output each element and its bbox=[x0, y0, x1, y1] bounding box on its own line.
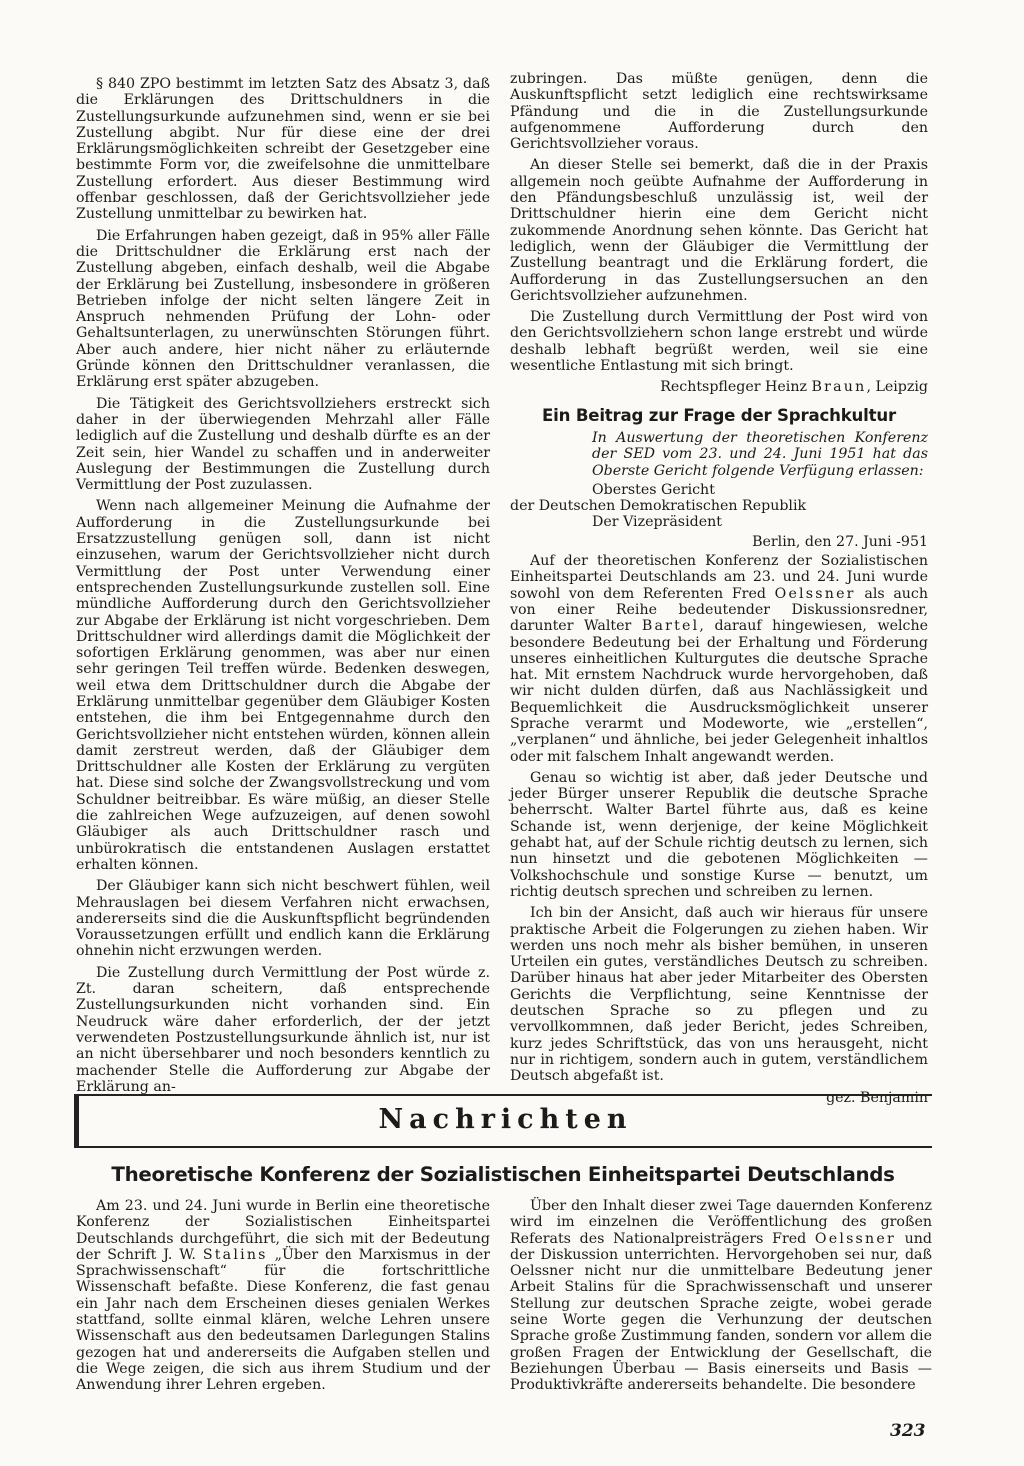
news-headline: Theoretische Konferenz der Sozialistischen Einheitspartei Deutschlands bbox=[111, 1163, 895, 1186]
address-line: der Deutschen Demokratischen Republik bbox=[510, 498, 807, 515]
section-banner bbox=[74, 1094, 932, 1148]
person-name: Oelssner bbox=[774, 585, 856, 602]
paragraph: Die Tätigkeit des Gerichtsvollziehers erstreckt sich daher in der überwiegenden Mehrzahl aller Fälle lediglich auf die Zustellung und deshalb dürfte es an der Zeit sein, hier Wandel zu schaffen und in anderweiter Auslegung der Bestimmungen die Zustellung durch Vermittlung der Post zuzulassen. bbox=[76, 395, 490, 494]
article-intro: In Auswertung der theoretischen Konferenz der SED vom 23. und 24. Juni 1951 hat das Oberste Gericht folgende Verfügung erlassen: bbox=[592, 429, 928, 479]
paragraph: zubringen. Das müßte genügen, denn die Auskunftspflicht setzt lediglich eine rechtswirksame Pfändung und die in die Zustellungsurkunde aufgenommene Aufforderung durch den Gerichtsvollzieher voraus. bbox=[510, 71, 928, 153]
news-right-column bbox=[510, 1198, 932, 1394]
paragraph: Wenn nach allgemeiner Meinung die Aufnahme der Aufforderung in die Zustellungsurkunde bei Ersatzzustellung genügen soll, dann ist nicht einzusehen, warum der Gerichtsvollzieher nicht durch Vermittlung der Post unter Verwendung einer entsprechenden Zustellungsurkunde zustellen soll. Eine mündliche Aufforderung durch den Gerichtsvollzieher zur Abgabe der Erklärung ist nicht vorgeschrieben. Dem Drittschuldner wird allerdings damit die Möglichkeit der sofortigen Erklärung genommen, was aber nur einen sehr geringen Teil treffen würde. Bedenken deswegen, weil etwa dem Drittschuldner durch die Abgabe der Erklärung unmittelbar gegenüber dem Gläubiger Kosten entstehen, die ihm bei Entgegennahme durch den Gerichtsvollzieher nicht entstehen würden, können allein damit zerstreut werden, daß der Gläubiger dem Drittschuldner alle Kosten der Erklärung zu vergüten hat. Diese sind solche der Zwangsvollstreckung und vom Schuldner beitreibbar. Es wäre müßig, an dieser Stelle die zahlreichen Wege aufzuzeigen, auf denen sowohl Gläubiger als auch Drittschuldner rasch und unbürokratisch die entstandenen Auslagen erstattet erhalten können. bbox=[76, 498, 490, 873]
banner-title: Nachrichten bbox=[378, 1104, 633, 1135]
paragraph: Über den Inhalt dieser zwei Tage dauernden Konferenz wird im einzelnen die Veröffentlichung des großen Referats des Nationalpreisträgers Fred Oelssner und der Diskussion unterrichten. Hervorgehoben sei nur, daß Oelssner nicht nur die unmittelbare Bedeutung jener Arbeit Stalins für die Sprachwissenschaft und unserer Stellung zur deutschen Sprache zeigte, wobei gerade seine Worte gegen die Verhunzung der deutschen Sprache große Zustimmung fanden, sondern vor allem die großen Fragen der Entwicklung der Gesellschaft, die Beziehungen Überbau — Basis einerseits und Basis — Produktivkräfte andererseits behandelte. Die besondere bbox=[510, 1198, 932, 1394]
person-name: Bartel bbox=[641, 618, 700, 635]
paragraph: Der Gläubiger kann sich nicht beschwert fühlen, weil Mehrauslagen bei diesem Verfahren nicht erwachsen, andererseits sind die die Auskunftspflicht begründenden Voraussetzungen erfüllt und endlich kann die Erklärung ohnehin nicht erzwungen werden. bbox=[76, 878, 490, 960]
paragraph: Genau so wichtig ist aber, daß jeder Deutsche und jeder Bürger unserer Republik die deutsche Sprache beherrscht. Walter Bartel führte aus, daß es keine Schande ist, wenn derjenige, der keine Möglichkeit gehabt hat, auf der Schule richtig deutsch zu lernen, sich nun hinsetzt und die gebotenen Möglichkeiten — Volkshochschule und sonstige Kurse — benutzt, um richtig deutsch sprechen und schreiben zu lernen. bbox=[510, 769, 928, 900]
right-column bbox=[510, 71, 928, 1111]
news-left-column bbox=[76, 1198, 490, 1394]
person-name: Stalins bbox=[202, 1246, 268, 1263]
article-headline: Ein Beitrag zur Frage der Sprachkultur bbox=[542, 405, 896, 425]
paragraph: Ich bin der Ansicht, daß auch wir hieraus für unsere praktische Arbeit die Folgerungen zu ziehen haben. Wir werden uns noch mehr als bisher bemühen, in unseren Urteilen ein gutes, verständliches Deutsch zu schreiben. Darüber hinaus hat aber jeder Mitarbeiter des Obersten Gerichts die Verpflichtung, seine Kenntnisse der deutschen Sprache so zu pflegen und zu vervollkommnen, daß jeder Bericht, jedes Schreiben, kurz jedes Schriftstück, das von uns herausgeht, nicht nur in richtigem, sondern auch in gutem, verständlichem Deutsch abgefaßt ist. bbox=[510, 905, 928, 1085]
paragraph: § 840 ZPO bestimmt im letzten Satz des Absatz 3, daß die Erklärungen des Drittschuldners in die Zustellungsurkunde aufzunehmen sind, wenn er sie bei Zustellung abgibt. Nur für diese eine der drei Erklärungsmöglichkeiten schreibt der Gesetzgeber eine bestimmte Form vor, die zweifelsohne die unmittelbare Zustellung erfordert. Aus dieser Bestimmung wird offenbar geschlossen, daß der Gerichtsvollzieher jede Zustellung unmittelbar zu bewirken hat. bbox=[76, 76, 490, 223]
address-line: Oberstes Gericht bbox=[592, 481, 715, 498]
paragraph: Am 23. und 24. Juni wurde in Berlin eine theoretische Konferenz der Sozialistischen Einheitspartei Deutschlands durchgeführt, die sich mit der Bedeutung der Schrift J. W. Stalins „Über den Marxismus in der Sprachwissenschaft“ für die fortschrittliche Wissenschaft befaßte. Diese Konferenz, die fast genau ein Jahr nach dem Erscheinen dieses genialen Werkes stattfand, sollte einmal klären, welche Lehren unsere Wissenschaft aus den bedeutsamen Darlegungen Stalins gezogen hat und andererseits die Aufgaben stellen und die Wege zeigen, die sich aus ihrem Studium und der Anwendung ihrer Lehren ergeben. bbox=[76, 1198, 490, 1394]
left-column bbox=[76, 76, 490, 1100]
paragraph: Die Zustellung durch Vermittlung der Post würde z. Zt. daran scheitern, daß entsprechende Zustellungsurkunden nicht vorhanden sind. Ein Neudruck wäre daher erforderlich, der der jetzt verwendeten Postzustellungsurkunde ähnlich ist, nur ist an nicht übersehbarer und noch besonders kenntlich zu machender Stelle die Aufforderung zur Abgabe der Erklärung an- bbox=[76, 964, 490, 1095]
author-signature: Rechtspfleger Heinz Braun, Leipzig bbox=[660, 379, 928, 396]
paragraph: An dieser Stelle sei bemerkt, daß die in der Praxis allgemein noch geübte Aufnahme der Aufforderung in den Pfändungsbeschluß unzulässig ist, weil der Drittschuldner hierin eine dem Gericht nicht zukommende Anordnung sehen könnte. Das Gericht hat lediglich, wenn der Gläubiger die Vermittlung der Zustellung beantragt und die Erklärung fordert, die Aufforderung in das Zustellungsersuchen an den Gerichtsvollzieher aufzunehmen. bbox=[510, 157, 928, 304]
author-name: Braun bbox=[811, 379, 867, 396]
person-name: Oelssner bbox=[814, 1230, 896, 1247]
paragraph: Die Erfahrungen haben gezeigt, daß in 95% aller Fälle die Drittschuldner die Erklärung erst nach der Zustellung abgeben, einfach deshalb, weil die Abgabe der Erklärung bei Zustellung, insbesondere in größeren Betrieben infolge der nicht selten längere Zeit in Anspruch nehmenden Prüfung der Lohn- oder Gehaltsunterlagen, zu unerwünschten Störungen führt. Aber auch andere, hier nicht näher zu erläuternde Gründe können den Drittschuldner veranlassen, die Erklärung erst später abzugeben. bbox=[76, 227, 490, 391]
dateline: Berlin, den 27. Juni -951 bbox=[752, 533, 928, 550]
paragraph: Die Zustellung durch Vermittlung der Post wird von den Gerichtsvollziehern schon lange erstrebt und würde deshalb lebhaft begrüßt werden, weil sie eine wesentliche Entlastung mit sich bringt. bbox=[510, 309, 928, 375]
page-number: 323 bbox=[890, 1421, 926, 1441]
address-line: Der Vizepräsident bbox=[592, 514, 722, 531]
article-signature: gez. Benjamin bbox=[826, 1089, 928, 1106]
paragraph: Auf der theoretischen Konferenz der Sozialistischen Einheitspartei Deutschlands am 23. und 24. Juni wurde sowohl von dem Referenten Fred Oelssner als auch von einer Reihe bedeutender Diskussionsredner, darunter Walter Bartel, darauf hingewiesen, welche besondere Bedeutung bei der Erhaltung und Förderung unseres einheitlichen Kulturgutes die deutsche Sprache hat. Mit ernstem Nachdruck wurde hervorgehoben, daß wir nicht dulden dürfen, daß aus Nachlässigkeit und Bequemlichkeit die Ausdrucksmöglichkeit unserer Sprache verarmt und Modeworte, wie „erstellen“, „verplanen“ und ähnliche, bei jeder Gelegenheit inhaltlos oder mit falschem Inhalt angewandt werden. bbox=[510, 553, 929, 765]
